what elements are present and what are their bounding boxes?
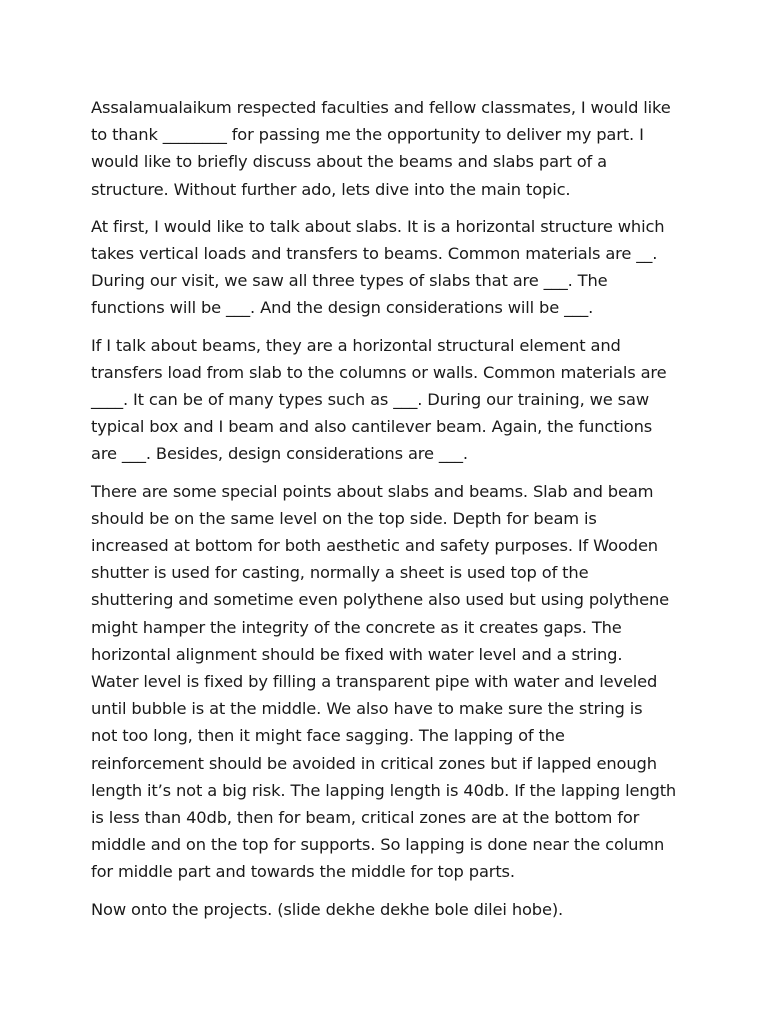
paragraph-projects: Now onto the projects. (slide dekhe dekhe bole dilei hobe). — [91, 899, 564, 919]
paragraph-introduction: Assalamualaikum respected faculties and fellow classmates, I would like to thank ________ for passing me the opportunity to deliver my part. I would like to briefly discuss about the beams and slabs part of a structure. Without further ado, lets dive into the main topic. — [91, 98, 671, 199]
paragraph-slabs: At first, I would like to talk about slabs. It is a horizontal structure which takes vertical loads and transfers to beams. Common materials are __. During our visit, we saw all three types of slabs that are ___. The functions will be ___. And the design considerations will be ___. — [91, 216, 665, 318]
paragraph-beams: If I talk about beams, they are a horizontal structural element and transfers load from slab to the columns or walls. Common materials are ____. It can be of many types such as ___. During our training, we saw typical box and I beam and also cantilever beam. Again, the functions are ___. Besides, design considerations are ___. — [91, 335, 667, 464]
paragraph-special-points: There are some special points about slabs and beams. Slab and beam should be on the same level on the top side. Depth for beam is increased at bottom for both aesthetic and safety purposes. If Wooden shutter is used for casting, normally a sheet is used top of the shuttering and sometime even polythene also used but using polythene might hamper the integrity of the concrete as it creates gaps. The horizontal alignment should be fixed with water level and a string. Water level is fixed by filling a transparent pipe with water and leveled until bubble is at the middle. We also have to make sure the string is not too long, then it might face sagging. The lapping of the reinforcement should be avoided in critical zones but if lapped enough length it’s not a big risk. The lapping length is 40db. If the lapping length is less than 40db, then for beam, critical zones are at the bottom for middle and on the top for supports. So lapping is done near the column for middle part and towards the middle for top parts. — [91, 481, 677, 882]
document-body — [91, 94, 687, 933]
